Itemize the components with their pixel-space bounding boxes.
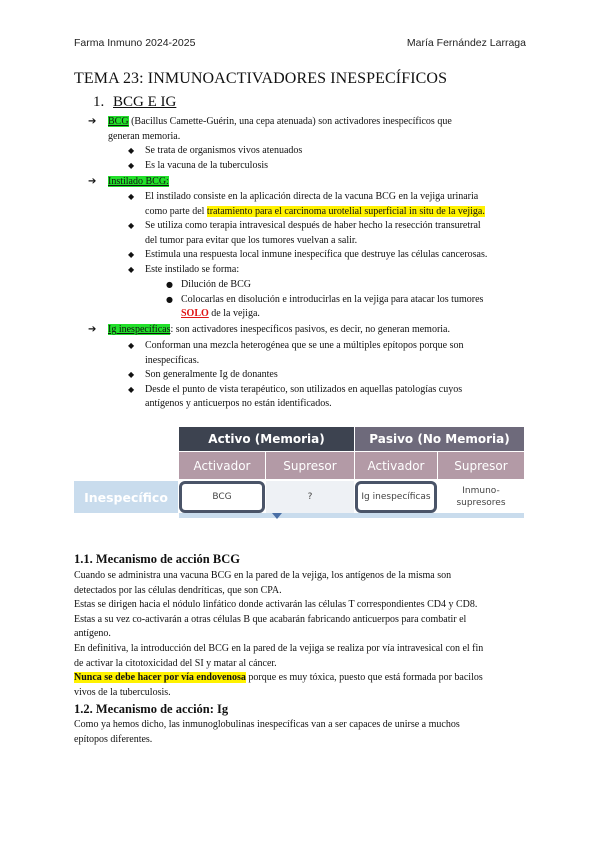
header-passive: Pasivo (No Memoria) [355,427,524,451]
solo-emphasis: SOLO [181,308,209,320]
arrow-icon: ➔ [88,324,97,335]
cell-immunosuppressors [438,481,524,513]
paragraph-line: Como ya hemos dicho, las inmunoglobulinas inespecíficas van a ser capaces de unirse a muchos [74,719,460,730]
bullet-text-cont: inespecíficas. [145,354,200,366]
bullet-text: Colocarlas en disolución e introducirlas en la vejiga para atacar los tumores [181,293,484,305]
section-1-1-body [74,569,534,700]
bcg-text: (Bacillus Camette-Guérin, una cepa atenuada) son activadores inespecíficos que [128,116,452,127]
diamond-bullet-icon: ◆ [128,384,135,394]
bullet-text-cont: como parte del [145,205,207,217]
paragraph-line: Cuando se administra una vacuna BCG en la pared de la vejiga, los antígenos de la misma son [74,570,452,581]
bullet-text: Se utiliza como terapia intravesical después de haber hecho la resección transuretral [145,220,481,232]
arrow-icon: ➔ [88,176,97,187]
warning-highlight: Nunca se debe hacer por vía endovenosa [74,672,246,684]
bullet-text-cont: del tumor para evitar que los tumores vuelvan a salir. [145,234,358,246]
paragraph-line: de activar la citotoxicidad del SI y matar al cáncer. [74,657,277,669]
instilado-bullets [128,190,545,278]
bullet-text: Es la vacuna de la tuberculosis [145,159,269,171]
paragraph-line: Estas a su vez co-activarán a otras células B que acabarán fabricando anticuerpos para combatir el [74,613,467,625]
diamond-bullet-icon: ◆ [128,370,135,380]
bcg-text-cont: generan memoria. [108,130,181,142]
section-heading-1-1: 1.1. Mecanismo de acción BCG [74,552,240,566]
section-heading-1-2: 1.2. Mecanismo de acción: Ig [74,702,229,716]
subheader-activator: Activador [179,452,265,479]
section-number: 1. [93,94,105,110]
instilado-item [88,175,169,190]
paragraph-line: detectados por las células dendríticas, que son CPA. [74,584,282,596]
highlight-text: tratamiento para el carcinoma urotelial superficial in situ de la vejiga. [206,205,485,217]
bullet-text: Dilución de BCG [181,279,251,290]
cell-text: Inmuno- [462,486,500,496]
activators-table [74,427,524,522]
instilado-subbullets [166,278,541,322]
arrow-icon: ➔ [88,116,97,127]
paragraph-line: En definitiva, la introducción del BCG en la pared de la vejiga se realiza por vía intravesical con el fin [74,642,484,654]
diamond-bullet-icon: ◆ [128,264,135,274]
paragraph-line: antígeno. [74,628,111,640]
subheader-suppressor: Supresor [438,452,524,479]
subheader-activator: Activador [355,452,437,479]
ig-item [88,323,538,338]
ig-bullets [128,339,545,412]
paragraph-text: porque es muy tóxica, puesto que está formada por bacilos [245,672,483,684]
dot-bullet-icon: ● [166,294,173,304]
dot-bullet-icon: ● [166,280,173,289]
section-1-2-body [74,718,534,747]
bullet-text: Son generalmente Ig de donantes [145,369,278,381]
cell-bcg: BCG [179,481,265,513]
table-bottom-bar [179,513,524,518]
paragraph-line: Estas se dirigen hacia el nódulo linfático donde activarán las células T correspondientes CD4 y CD8. [74,599,478,611]
row-label: Inespecífico [74,481,178,513]
diamond-bullet-icon: ◆ [128,250,135,260]
page-title: TEMA 23: INMUNOACTIVADORES INESPECÍFICOS [74,70,448,87]
bullet-text: Este instilado se forma: [145,263,240,275]
header-active: Activo (Memoria) [179,427,354,451]
bullet-text-cont: de la vejiga. [208,308,260,320]
section-heading-1 [93,94,176,111]
bullet-text: Se trata de organismos vivos atenuados [145,145,303,156]
header-course: Farma Inmuno 2024-2025 [74,37,196,49]
diamond-bullet-icon: ◆ [128,221,135,231]
section-title: BCG E IG [113,94,177,110]
bullet-text: El instilado consiste en la aplicación directa de la vacuna BCG en la vejiga urinaria [145,191,479,202]
subheader-suppressor: Supresor [266,452,354,479]
bullet-text: Conforman una mezcla heterogénea que se une a múltiples epítopos porque son [145,340,464,351]
bcg-item [88,115,538,144]
bullet-text: Estimula una respuesta local inmune inespecífica que destruye las células cancerosas. [145,249,488,261]
cell-ig: Ig inespecíficas [355,481,437,513]
ig-text: : son activadores inespecíficos pasivos, es decir, no generan memoria. [170,324,450,335]
diamond-bullet-icon: ◆ [128,192,135,201]
bcg-bullets [128,144,303,173]
header-author: María Fernández Larraga [406,37,526,49]
cell-text-cont: supresores [456,498,506,508]
bullet-text-cont: antígenos y anticuerpos no están identificados. [145,398,332,410]
cell-unknown: ? [266,481,354,513]
paragraph-line: vivos de la tuberculosis. [74,686,171,698]
paragraph-line: epítopos diferentes. [74,733,153,745]
diamond-bullet-icon: ◆ [128,146,135,155]
bcg-term: BCG [108,116,129,127]
diamond-bullet-icon: ◆ [128,160,135,170]
ig-term: Ig inespecíficas [108,324,171,335]
diamond-bullet-icon: ◆ [128,341,135,350]
bullet-text: Desde el punto de vista terapéutico, son utilizados en aquellas patologías cuyos [145,383,463,395]
pointer-icon [272,513,282,519]
instilado-term: Instilado BCG: [108,176,169,187]
